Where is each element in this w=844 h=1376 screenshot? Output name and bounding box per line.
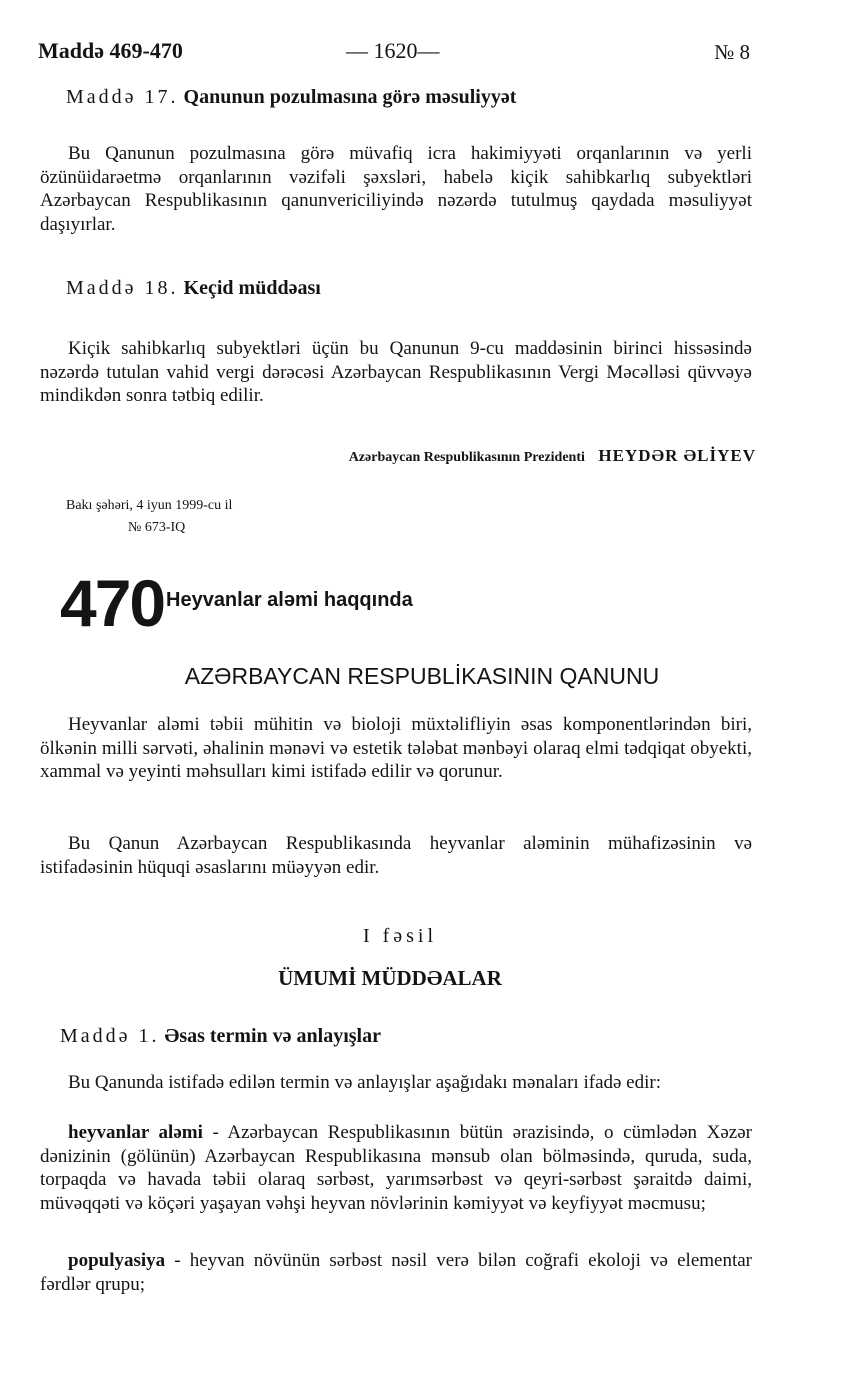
signature-block (349, 446, 756, 466)
law-title: Heyvanlar aləmi haqqında (166, 589, 413, 611)
article-17-title: Qanunun pozulmasına görə məsuliyyət (183, 86, 517, 108)
law-preamble-2: Bu Qanun Azərbaycan Respublikasında heyvanlar aləminin mühafizəsinin və istifadəsinin hüquqi əsaslarını müəyyən edir. (40, 833, 752, 878)
definition-animal-world-text: - Azərbaycan Respublikasının bütün ərazisində, o cümlədən Xəzər dənizinin (gölünün) Azərbaycan Respublikasına mənsub olan bölməsində, quruda, suda, torpaqda və havada təbii olaraq sərbəst, yarımsərbəst və qeyri-sərbəst şəraitdə daimi, müvəqqəti və köçəri yaşayan vəhşi heyvan növlərinin kəmiyyət və keyfiyyət məcmusu; (40, 1122, 752, 1214)
law-number: 470 (60, 566, 165, 640)
place-date-line: Bakı şəhəri, 4 iyun 1999-cu il (66, 498, 233, 513)
term-population: populyasiya (68, 1250, 166, 1271)
definition-population (40, 1249, 752, 1296)
chapter-label: I fəsil (362, 925, 438, 947)
article-18-heading (66, 277, 321, 300)
law-type-heading: AZƏRBAYCAN RESPUBLİKASININ QANUNU (184, 663, 660, 689)
law-preamble-1: Heyvanlar aləmi təbii mühitin və bioloji müxtəlifliyin əsas komponentlərindən biri, ölkənin milli sərvəti, əhalinin mənəvi və estetik tələbat mənbəyi olaraq elmi tədqiqat obyekti, xammal və yeyinti məhsulları kimi istifadə edilir və qorunur. (40, 714, 752, 782)
header-articles-range: Maddə 469-470 (38, 38, 183, 63)
term-animal-world: heyvanlar aləmi (68, 1122, 203, 1143)
article-17-heading (66, 86, 516, 109)
page-header (38, 38, 750, 68)
article-1-intro: Bu Qanunda istifadə edilən termin və anlayışlar aşağıdakı mənaları ifadə edir: (68, 1072, 661, 1093)
place-date-block (66, 495, 232, 539)
article-18-label: Maddə 18. (66, 277, 179, 299)
law-reg-number: № 673-IQ (128, 520, 186, 535)
article-1-label: Maddə 1. (60, 1025, 160, 1047)
article-17-text: Bu Qanunun pozulmasına görə müvafiq icra hakimiyyəti orqanlarının və yerli özünüidarəetmə orqanlarının vəzifəli şəxsləri, habelə kiçik sahibkarlıq subyektləri Azərbaycan Respublikasının qanunvericiliyində nəzərdə tutulmuş qaydada məsuliyyət daşıyırlar. (40, 143, 752, 235)
signature-name: HEYDƏR ƏLİYEV (598, 446, 756, 465)
header-issue-number: № 8 (714, 40, 750, 64)
article-1-title: Əsas termin və anlayışlar (164, 1025, 381, 1047)
signature-role: Azərbaycan Respublikasının Prezidenti (348, 450, 585, 465)
article-17-label: Maddə 17. (66, 86, 179, 108)
article-1-heading (60, 1025, 381, 1048)
header-page-number: — 1620— (346, 38, 440, 63)
chapter-title: ÜMUMİ MÜDDƏALAR (278, 966, 502, 990)
article-18-text: Kiçik sahibkarlıq subyektləri üçün bu Qanunun 9-cu maddəsinin birinci hissəsində nəzərdə tutulan vahid vergi dərəcəsi Azərbaycan Respublikasının Vergi Məcəlləsi qüvvəyə mindikdən sonra tətbiq edilir. (40, 338, 752, 406)
article-18-title: Keçid müddəası (183, 277, 321, 299)
definition-animal-world (40, 1121, 752, 1215)
definition-population-text: - heyvan növünün sərbəst nəsil verə bilən coğrafi ekoloji və elementar fərdlər qrupu; (40, 1250, 752, 1295)
